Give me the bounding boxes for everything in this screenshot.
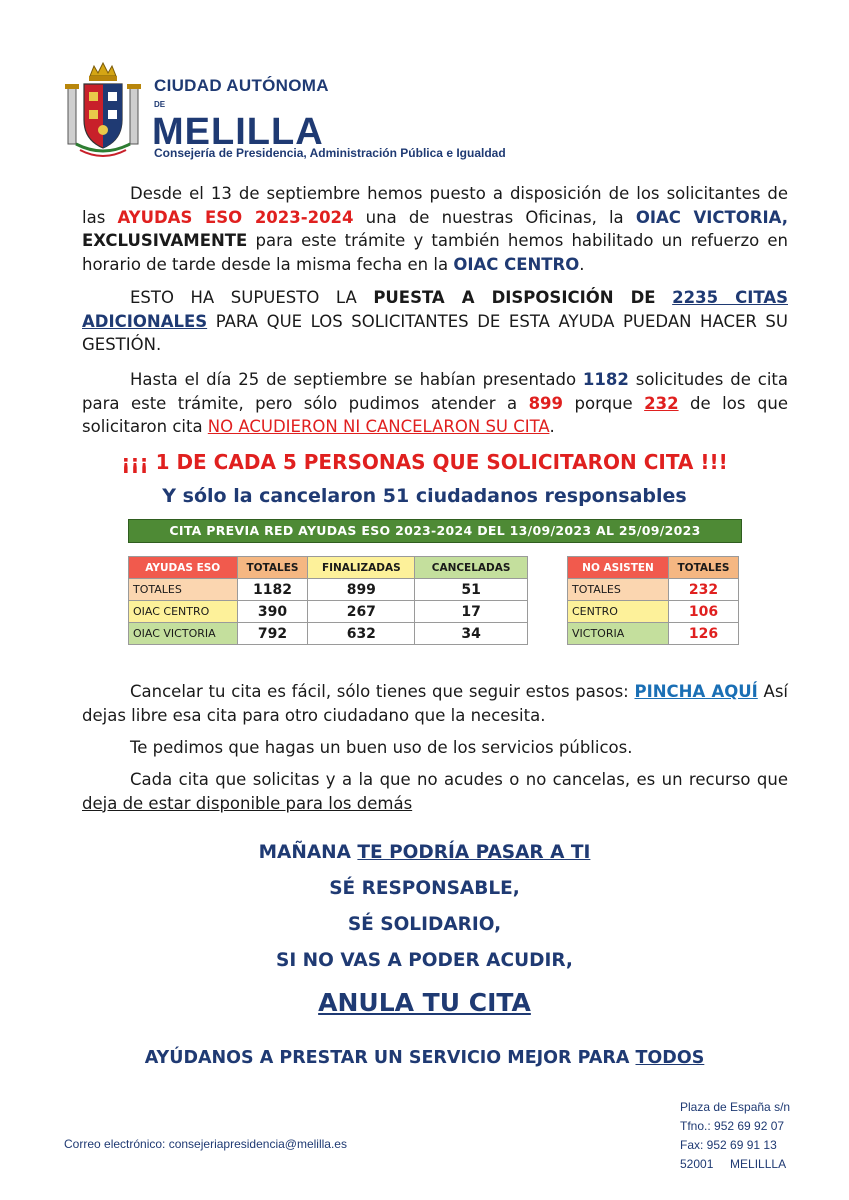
brand-melilla: MELILLA [152, 111, 324, 153]
p1-oiac-victoria: OIAC VICTORIA, [635, 207, 788, 227]
brand-de: DE [154, 100, 166, 109]
headline-1-de-cada-5: ¡¡¡ 1 DE CADA 5 PERSONAS QUE SOLICITARON CITA !!! [121, 450, 728, 474]
closing-todos: TODOS [635, 1048, 705, 1068]
row-label: TOTALES [129, 579, 238, 601]
paragraph-2 [82, 286, 788, 357]
p4-text-2: Así dejas libre esa cita para otro ciudadano que la necesita. [82, 682, 789, 725]
p3-text: Hasta el día 25 de septiembre se habían presentado [130, 370, 583, 389]
table-row [129, 623, 528, 645]
paragraph-5 [82, 736, 788, 760]
cell-totales: 106 [669, 601, 739, 623]
closing-manana: MAÑANA [258, 842, 358, 863]
table-row [568, 623, 739, 645]
footer-addr-2: Tfno.: 952 69 92 07 [680, 1119, 785, 1133]
row-label: VICTORIA [568, 623, 669, 645]
p3-text-4: de los que solicitaron cita [82, 393, 789, 436]
p6-text: Cada cita que solicitas y a la que no acudes o no cancelas, es un recurso que [130, 770, 788, 789]
brand-line-1: CIUDAD AUTÓNOMA [154, 76, 329, 95]
p3-899: 899 [528, 393, 564, 413]
footer-email: Correo electrónico: consejeriapresidencia@melilla.es [64, 1137, 347, 1151]
col-totales: TOTALES [669, 557, 739, 579]
footer-addr-1: Plaza de España s/n [680, 1100, 791, 1114]
cell-totales: 126 [669, 623, 739, 645]
table-header-row [129, 557, 528, 579]
cell-canceladas: 17 [415, 601, 528, 623]
p1-exclusivamente: EXCLUSIVAMENTE [82, 231, 248, 250]
no-asisten-table [567, 556, 739, 645]
closing-line-2: SÉ RESPONSABLE, [329, 878, 520, 899]
cell-finalizadas: 899 [308, 579, 415, 601]
col-ayudas-eso: AYUDAS ESO [129, 557, 238, 579]
p6-underlined: deja de estar disponible para los demás [82, 793, 413, 813]
paragraph-6 [82, 768, 788, 815]
table-row [129, 601, 528, 623]
footer-addr-3: Fax: 952 69 91 13 [680, 1138, 777, 1152]
p2-puesta: PUESTA A DISPOSICIÓN DE [373, 288, 656, 307]
col-canceladas: CANCELADAS [415, 557, 528, 579]
p3-period: . [549, 417, 555, 436]
closing-line-6 [0, 1048, 849, 1068]
p1-ayudas: AYUDAS ESO 2023-2024 [117, 207, 354, 227]
p3-1182: 1182 [582, 370, 629, 389]
p1-text-2: una de nuestras Oficinas, la [353, 207, 636, 227]
p1-period: . [579, 254, 585, 274]
closing-line-4: SI NO VAS A PODER ACUDIR, [276, 950, 573, 971]
paragraph-4 [82, 680, 788, 727]
cell-finalizadas: 632 [308, 623, 415, 645]
p2-text-2: PARA QUE LOS SOLICITANTES DE ESTA AYUDA PUEDAN HACER SU GESTIÓN. [82, 311, 788, 354]
col-finalizadas: FINALIZADAS [308, 557, 415, 579]
col-totales: TOTALES [237, 557, 308, 579]
p2-text: ESTO HA SUPUESTO LA [130, 288, 374, 307]
p4-text: Cancelar tu cita es fácil, sólo tienes que seguir estos pasos: [130, 682, 635, 701]
row-label: CENTRO [568, 601, 669, 623]
p2-citas-adicionales: 2235 CITAS ADICIONALES [82, 288, 788, 331]
row-label: OIAC CENTRO [129, 601, 238, 623]
cell-finalizadas: 267 [308, 601, 415, 623]
cell-totales: 390 [237, 601, 308, 623]
table-row [568, 601, 739, 623]
closing-line-3: SÉ SOLIDARIO, [347, 914, 502, 935]
p3-text-3: porque [563, 393, 645, 413]
coat-of-arms-logo [62, 58, 144, 162]
brand-department: Consejería de Presidencia, Administración Pública e Igualdad [154, 146, 506, 160]
p3-no-acudieron: NO ACUDIERON NI CANCELARON SU CITA [207, 417, 550, 436]
letterhead [62, 58, 562, 168]
closing-te-podria: TE PODRÍA PASAR A TI [357, 842, 591, 863]
table-title-banner: CITA PREVIA RED AYUDAS ESO 2023-2024 DEL 13/09/2023 AL 25/09/2023 [128, 519, 742, 543]
anula-tu-cita: ANULA TU CITA [318, 988, 531, 1017]
paragraph-3 [82, 368, 788, 439]
p2-space [656, 288, 673, 307]
cell-totales: 792 [237, 623, 308, 645]
p3-232: 232 [644, 393, 679, 413]
footer-addr-4: 52001 MELILLLA [680, 1157, 787, 1171]
p1-text-3: para este trámite y también hemos habilitado un refuerzo en horario de tarde desde la misma fecha en la [82, 231, 788, 274]
paragraph-1 [82, 182, 788, 276]
cell-totales: 1182 [237, 579, 308, 601]
table-header-row [568, 557, 739, 579]
cell-totales: 232 [669, 579, 739, 601]
headline-cancelaron-51: Y sólo la cancelaron 51 ciudadanos responsables [162, 485, 687, 507]
table-row [129, 579, 528, 601]
pincha-aqui-link[interactable]: PINCHA AQUÍ [634, 682, 758, 701]
col-no-asisten: NO ASISTEN [568, 557, 669, 579]
closing-line-1 [0, 842, 849, 863]
p3-text-2: solicitudes de cita para este trámite, pero sólo pudimos atender a [82, 370, 788, 413]
p1-text: Desde el 13 de septiembre hemos puesto a disposición de los solicitantes de las [82, 184, 788, 227]
table-row [568, 579, 739, 601]
p1-oiac-centro: OIAC CENTRO [453, 254, 580, 274]
footer-address [680, 1098, 800, 1174]
ayudas-eso-table [128, 556, 528, 645]
closing-ayudanos: AYÚDANOS A PRESTAR UN SERVICIO MEJOR PARA [144, 1048, 636, 1068]
p5-text: Te pedimos que hagas un buen uso de los servicios públicos. [130, 738, 633, 757]
row-label: TOTALES [568, 579, 669, 601]
row-label: OIAC VICTORIA [129, 623, 238, 645]
cell-canceladas: 34 [415, 623, 528, 645]
cell-canceladas: 51 [415, 579, 528, 601]
